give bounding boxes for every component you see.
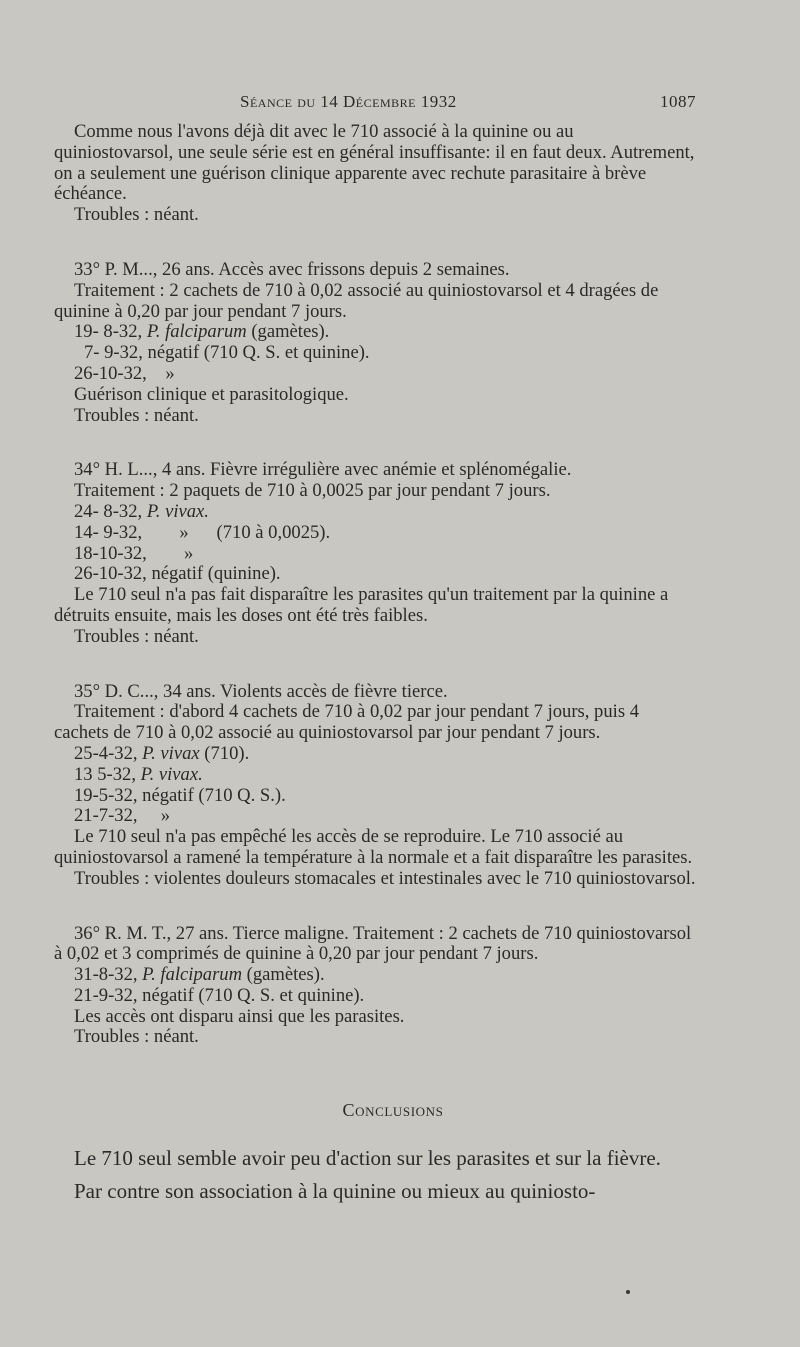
case-outcome: Guérison clinique et parasitologique. xyxy=(74,383,349,405)
species-name: P. vivax xyxy=(142,742,200,764)
case-title: 33° P. M..., 26 ans. Accès avec frissons depuis 2 semaines. xyxy=(74,258,510,280)
case-36 xyxy=(54,924,696,1049)
conclusion-paragraph: Le 710 seul semble avoir peu d'action sur les parasites et sur la fièvre. xyxy=(74,1146,661,1171)
case-result-line: 21-9-32, négatif (710 Q. S. et quinine). xyxy=(74,984,365,1006)
species-name: P. vivax. xyxy=(146,500,209,522)
case-troubles: Troubles : néant. xyxy=(74,625,199,647)
conclusions-text xyxy=(54,1145,696,1205)
case-result-line: 25-4-32, P. vivax (710). xyxy=(74,742,250,764)
case-treatment: Traitement : 2 cachets de 710 à 0,02 associé au quiniostovarsol et 4 dragées de quinine à 0,20 par jour pendant 7 jours. xyxy=(54,279,659,322)
page-header xyxy=(54,92,696,122)
case-result-line: 18-10-32, » xyxy=(74,542,194,564)
case-comment: Les accès ont disparu ainsi que les parasites. xyxy=(74,1005,405,1027)
case-result-line: 14- 9-32, » (710 à 0,0025). xyxy=(74,521,331,543)
intro-paragraph: Comme nous l'avons déjà dit avec le 710 associé à la quinine ou au quiniostovarsol, une seule série est en général insuffisante: il en faut deux. Autrement, on a seulement une guérison clinique apparente avec rechute parasitaire à brève échéance. xyxy=(54,121,695,205)
case-result-line: 26-10-32, négatif (quinine). xyxy=(74,563,281,585)
case-comment: Le 710 seul n'a pas empêché les accès de se reproduire. Le 710 associé au quiniostovarsol a ramené la température à la normale et a fait disparaître les parasites. xyxy=(54,826,693,868)
case-result-line: 19- 8-32, P. falciparum (gamètes). xyxy=(74,321,330,343)
case-title: 35° D. C..., 34 ans. Violents accès de fièvre tierce. xyxy=(74,680,448,702)
intro-troubles: Troubles : néant. xyxy=(74,204,199,226)
case-comment: Le 710 seul n'a pas fait disparaître les parasites qu'un traitement par la quinine a détruits ensuite, mais les doses ont été très faibles. xyxy=(54,584,669,626)
case-troubles: Troubles : néant. xyxy=(74,404,199,426)
case-result-line: 24- 8-32, P. vivax. xyxy=(74,500,209,522)
case-result-line: 19-5-32, négatif (710 Q. S.). xyxy=(74,784,286,806)
ink-speck xyxy=(626,1290,630,1294)
case-result-line: 7- 9-32, négatif (710 Q. S. et quinine). xyxy=(84,342,370,364)
case-34 xyxy=(54,460,696,647)
species-name: P. falciparum xyxy=(146,321,247,343)
case-troubles: Troubles : violentes douleurs stomacales et intestinales avec le 710 quiniostovarsol. xyxy=(74,867,696,889)
case-35 xyxy=(54,682,696,890)
case-result-line: 26-10-32, » xyxy=(74,362,175,384)
case-result-line: 21-7-32, » xyxy=(74,805,171,827)
species-name: P. falciparum xyxy=(142,964,243,986)
running-head: Séance du 14 Décembre 1932 xyxy=(240,92,457,111)
section-title-conclusions: Conclusions xyxy=(342,1100,444,1121)
case-33 xyxy=(54,260,696,426)
case-title-treatment: 36° R. M. T., 27 ans. Tierce maligne. Traitement : 2 cachets de 710 quiniostovarsol à 0,02 et 3 comprimés de quinine à 0,20 par jour pendant 7 jours. xyxy=(54,922,692,965)
page-body xyxy=(54,122,696,1205)
case-result-line: 31-8-32, P. falciparum (gamètes). xyxy=(74,964,325,986)
species-name: P. vivax. xyxy=(140,763,203,785)
case-troubles: Troubles : néant. xyxy=(74,1026,199,1048)
page-number: 1087 xyxy=(660,92,696,111)
case-result-line: 13 5-32, P. vivax. xyxy=(74,763,203,785)
case-title: 34° H. L..., 4 ans. Fièvre irrégulière avec anémie et splénomégalie. xyxy=(74,459,572,481)
case-treatment: Traitement : d'abord 4 cachets de 710 à 0,02 par jour pendant 7 jours, puis 4 cachets de 710 à 0,02 associé au quiniostovarsol par jour pendant 7 jours. xyxy=(54,701,640,744)
conclusion-paragraph: Par contre son association à la quinine ou mieux au quiniosto- xyxy=(74,1179,596,1204)
case-treatment: Traitement : 2 paquets de 710 à 0,0025 par jour pendant 7 jours. xyxy=(74,480,551,502)
